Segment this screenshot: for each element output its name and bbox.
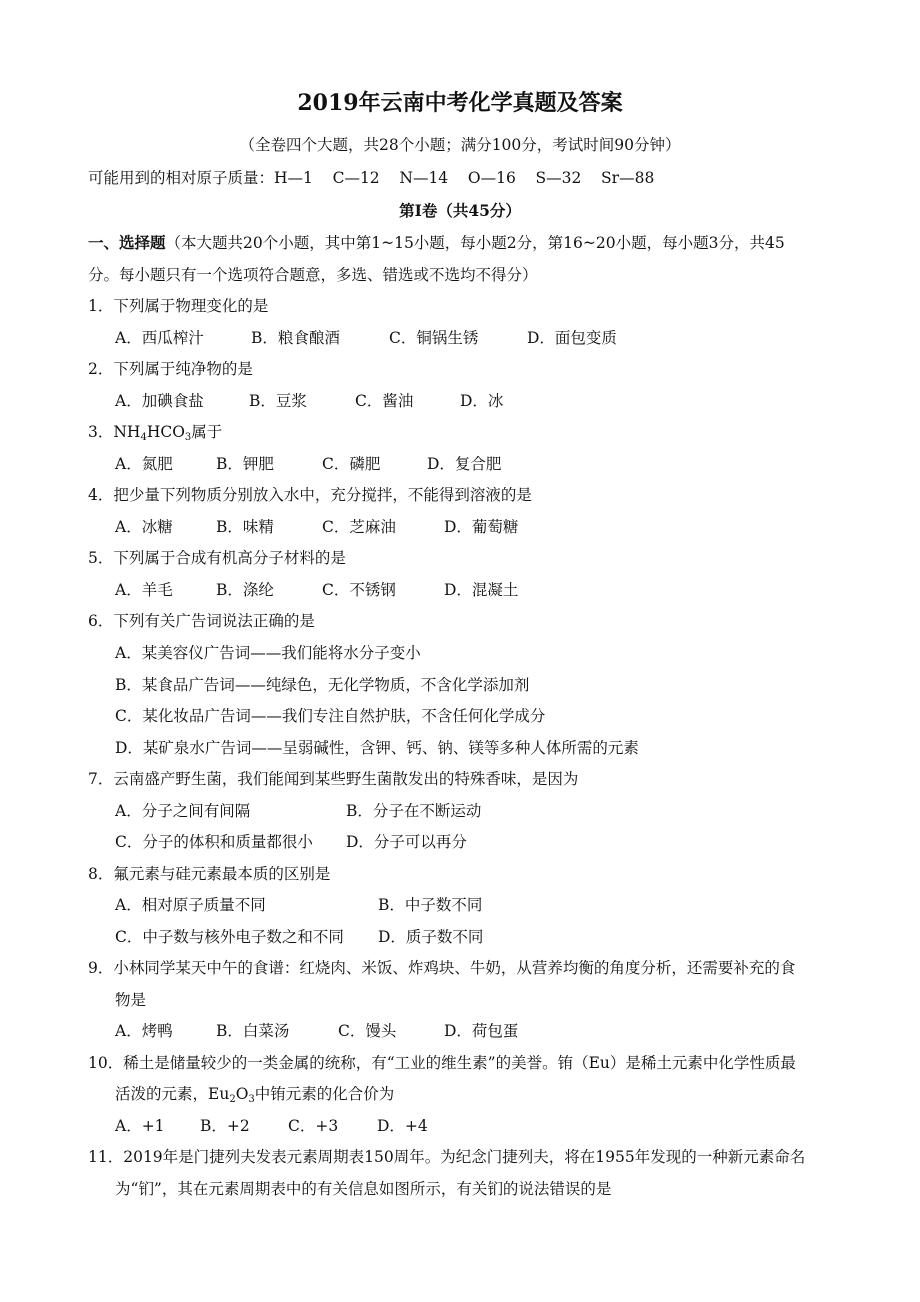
option: A．氮肥 [115,455,173,473]
question-9-stem-continued: 物是 [115,991,147,1009]
option: A．加碘食盐 [115,392,204,410]
formula-subscript: 2 [229,1094,236,1105]
question-10-options [115,1115,428,1137]
question-8-options-row2 [115,926,483,948]
question-1-options [115,327,617,349]
question-10-stem: 10．稀土是储量较少的一类金属的统称，有“工业的维生素”的美誉。铕（Eu）是稀土元素中化学性质最 [88,1054,796,1072]
formula-part: 3．NH [88,423,141,441]
option: B．豆浆 [249,392,307,410]
volume-title: 第Ⅰ卷（共45分） [399,201,521,220]
stem-text: 中铕元素的化合价为 [254,1085,395,1103]
option: D．荷包蛋 [444,1022,519,1040]
option: D．某矿泉水广告词——呈弱碱性，含钾、钙、钠、镁等多种人体所需的元素 [115,739,639,757]
option: D．混凝土 [444,581,519,599]
option: C．某化妆品广告词——我们专注自然护肤，不含任何化学成分 [115,707,546,725]
exam-info: （全卷四个大题，共28个小题；满分100分，考试时间90分钟） [239,136,681,154]
section-instructions-text: （本大题共20个小题，其中第1~15小题，每小题2分，第16~20小题，每小题3分，共45 [165,234,785,252]
option: D．葡萄糖 [444,518,519,536]
page-title: 2019年云南中考化学真题及答案 [297,90,623,116]
question-9-options [115,1020,518,1042]
formula-subscript: 3 [184,432,192,443]
atomic-mass-line: 可能用到的相对原子质量：H—1 C—12 N—14 O—16 S—32 Sr—88 [88,169,655,187]
option: B．+2 [200,1117,250,1135]
option: A．羊毛 [115,581,173,599]
stem-text: 活泼的元素，Eu [115,1085,230,1103]
option: A．某美容仪广告词——我们能将水分子变小 [115,644,421,662]
option: D．分子可以再分 [346,833,467,851]
stem-text: 属于 [191,423,223,441]
question-9-stem: 9．小林同学某天中午的食谱：红烧肉、米饭、炸鸡块、牛奶，从营养均衡的角度分析，还需要补充的食 [88,959,796,977]
option: B．中子数不同 [378,896,483,914]
option: C．不锈钢 [322,581,396,599]
option: C．芝麻油 [322,518,396,536]
option: A．西瓜榨汁 [115,329,204,347]
option: C．磷肥 [322,455,381,473]
question-5-stem: 5．下列属于合成有机高分子材料的是 [88,549,346,567]
formula-subscript: 3 [248,1094,255,1105]
option: B．粮食酿酒 [251,329,340,347]
option: A．+1 [115,1117,165,1135]
question-4-stem: 4．把少量下列物质分别放入水中，充分搅拌，不能得到溶液的是 [88,486,532,504]
question-8-options-row1 [115,894,482,916]
question-7-options-row2 [115,831,467,853]
option: D．冰 [460,392,504,410]
question-3-stem [88,421,222,443]
option: C．铜锅生锈 [389,329,479,347]
option: A．烤鸭 [115,1022,173,1040]
option: D．面包变质 [527,329,617,347]
option: B．分子在不断运动 [346,802,482,820]
option: C．+3 [288,1117,339,1135]
option: D．复合肥 [427,455,502,473]
formula-subscript: 4 [140,432,147,443]
question-10-stem-continued [115,1083,394,1105]
question-6-stem: 6．下列有关广告词说法正确的是 [88,612,315,630]
question-2-stem: 2．下列属于纯净物的是 [88,360,253,378]
option: D．+4 [377,1117,428,1135]
question-1-stem: 1．下列属于物理变化的是 [88,297,269,315]
section-instructions [88,232,785,254]
question-4-options [115,516,518,538]
option: B．白菜汤 [216,1022,290,1040]
option: C．分子的体积和质量都很小 [115,833,313,851]
question-11-stem: 11．2019年是门捷列夫发表元素周期表150周年。为纪念门捷列夫，将在1955年发现的一种新元素命名 [88,1148,806,1166]
option: C．中子数与核外电子数之和不同 [115,928,344,946]
option: A．冰糖 [115,518,173,536]
formula-part: O [235,1085,249,1103]
option: A．相对原子质量不同 [115,896,266,914]
section-instructions-line2: 分。每小题只有一个选项符合题意，多选、错选或不选均不得分） [88,266,538,284]
question-2-options [115,390,503,412]
section-heading: 一、选择题 [88,233,166,252]
question-3-options [115,453,501,475]
formula-part: HCO [146,423,185,441]
option: A．分子之间有间隔 [115,802,251,820]
question-5-options [115,579,518,601]
option: B．涤纶 [216,581,274,599]
question-7-options-row1 [115,800,481,822]
question-11-stem-continued: 为“钔”，其在元素周期表中的有关信息如图所示，有关钔的说法错误的是 [115,1180,612,1198]
option: B．某食品广告词——纯绿色，无化学物质，不含化学添加剂 [115,676,530,694]
option: B．钾肥 [216,455,274,473]
option: C．馒头 [338,1022,397,1040]
question-7-stem: 7．云南盛产野生菌，我们能闻到某些野生菌散发出的特殊香味，是因为 [88,770,579,788]
option: D．质子数不同 [378,928,484,946]
option: C．酱油 [355,392,414,410]
question-8-stem: 8．氟元素与硅元素最本质的区别是 [88,865,331,883]
option: B．味精 [216,518,274,536]
